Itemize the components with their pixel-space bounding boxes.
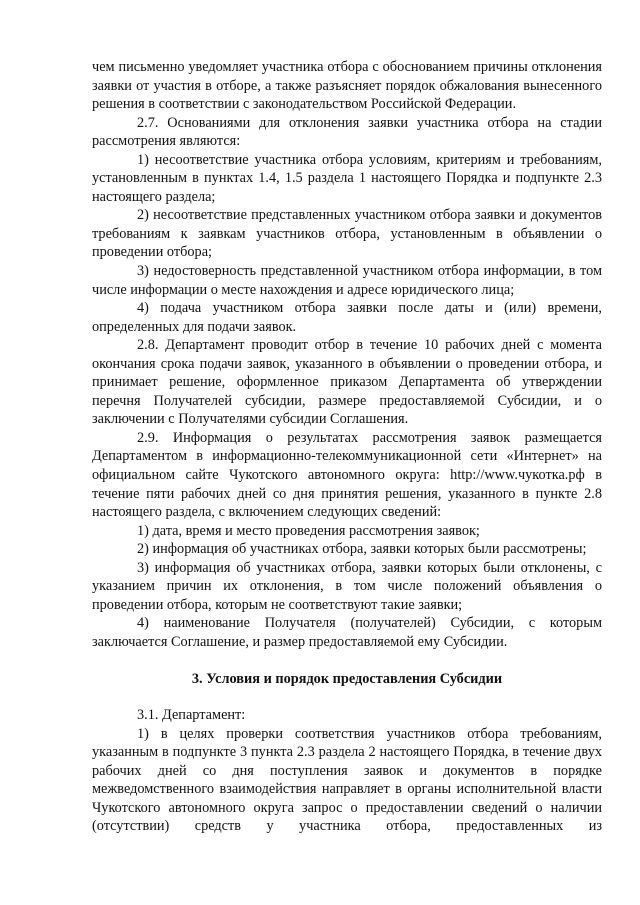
paragraph-continuation: чем письменно уведомляет участника отбора с обоснованием причины отклонения заявки от участия в отборе, а также разъясняет порядок обжалования вынесенного решения в соответствии с законодательством Российской Федерации.	[92, 59, 602, 113]
spacer	[92, 688, 602, 706]
list-item-2-7-2: 2) несоответствие представленных участником отбора заявки и документов требованиям к заявкам участников отбора, установленным в объявлении о проведении отбора;	[92, 207, 602, 261]
list-item-2-7-4: 4) подача участником отбора заявки после даты и (или) времени, определенных для подачи заявок.	[92, 300, 602, 335]
list-item-2-9-2: 2) информация об участниках отбора, заявки которых были рассмотрены;	[137, 541, 587, 558]
list-item-2-9-3: 3) информация об участниках отбора, заявки которых были отклонены, с указанием причин их отклонения, в том числе положений объявления о проведении отбора, которым не соответствуют такие заявки;	[92, 559, 602, 613]
section-heading: 3. Условия и порядок предоставления Субсидии	[191, 670, 503, 687]
paragraph-2-7: 2.7. Основаниями для отклонения заявки участника отбора на стадии рассмотрения являются:	[92, 114, 602, 150]
list-item-3-1-1: 1) в целях проверки соответствия участников отбора требованиям, указанным в подпункте 3 пункта 2.3 раздела 2 настоящего Порядка, в течение двух рабочих дней со дня поступления заявок и документов в порядке межведомственного взаимодействия направляет в органы исполнительной власти Чукотского автономного округа запрос о предоставлении сведений о наличии (отсутствии) средств у участника отбора, предоставленных из	[92, 725, 602, 835]
list-item-2-9-4: 4) наименование Получателя (получателей) Субсидии, с которым заключается Соглашение, и размер предоставляемой ему Субсидии.	[92, 615, 602, 650]
paragraph-3-1: 3.1. Департамент:	[137, 707, 246, 724]
list-item-2-9-1: 1) дата, время и место проведения рассмотрения заявок;	[137, 522, 480, 539]
document-page	[92, 58, 602, 836]
list-item-2-7-3: 3) недостоверность представленной участником отбора информации, в том числе информации о месте нахождения и адресе юридического лица;	[92, 263, 602, 298]
spacer	[92, 652, 602, 670]
paragraph-2-8: 2.8. Департамент проводит отбор в течение 10 рабочих дней с момента окончания срока подачи заявок, указанного в объявлении о проведении отбора, и принимает решение, оформленное приказом Департамента об утверждении перечня Получателей субсидии, размере предоставляемой Субсидии, и о заключении с Получателями субсидии Соглашения.	[92, 337, 602, 428]
list-item-2-7-1: 1) несоответствие участника отбора условиям, критериям и требованиям, установленным в пунктах 1.4, 1.5 раздела 1 настоящего Порядка и подпункте 2.3 настоящего раздела;	[92, 151, 602, 205]
paragraph-2-9: 2.9. Информация о результатах рассмотрения заявок размещается Департаментом в информационно-телекоммуникационной сети «Интернет» на официальном сайте Чукотского автономного округа: http://www.чукотка.рф в течение пяти рабочих дней со дня принятия решения, указанного в пункте 2.8 настоящего раздела, с включением следующих сведений:	[92, 429, 602, 521]
